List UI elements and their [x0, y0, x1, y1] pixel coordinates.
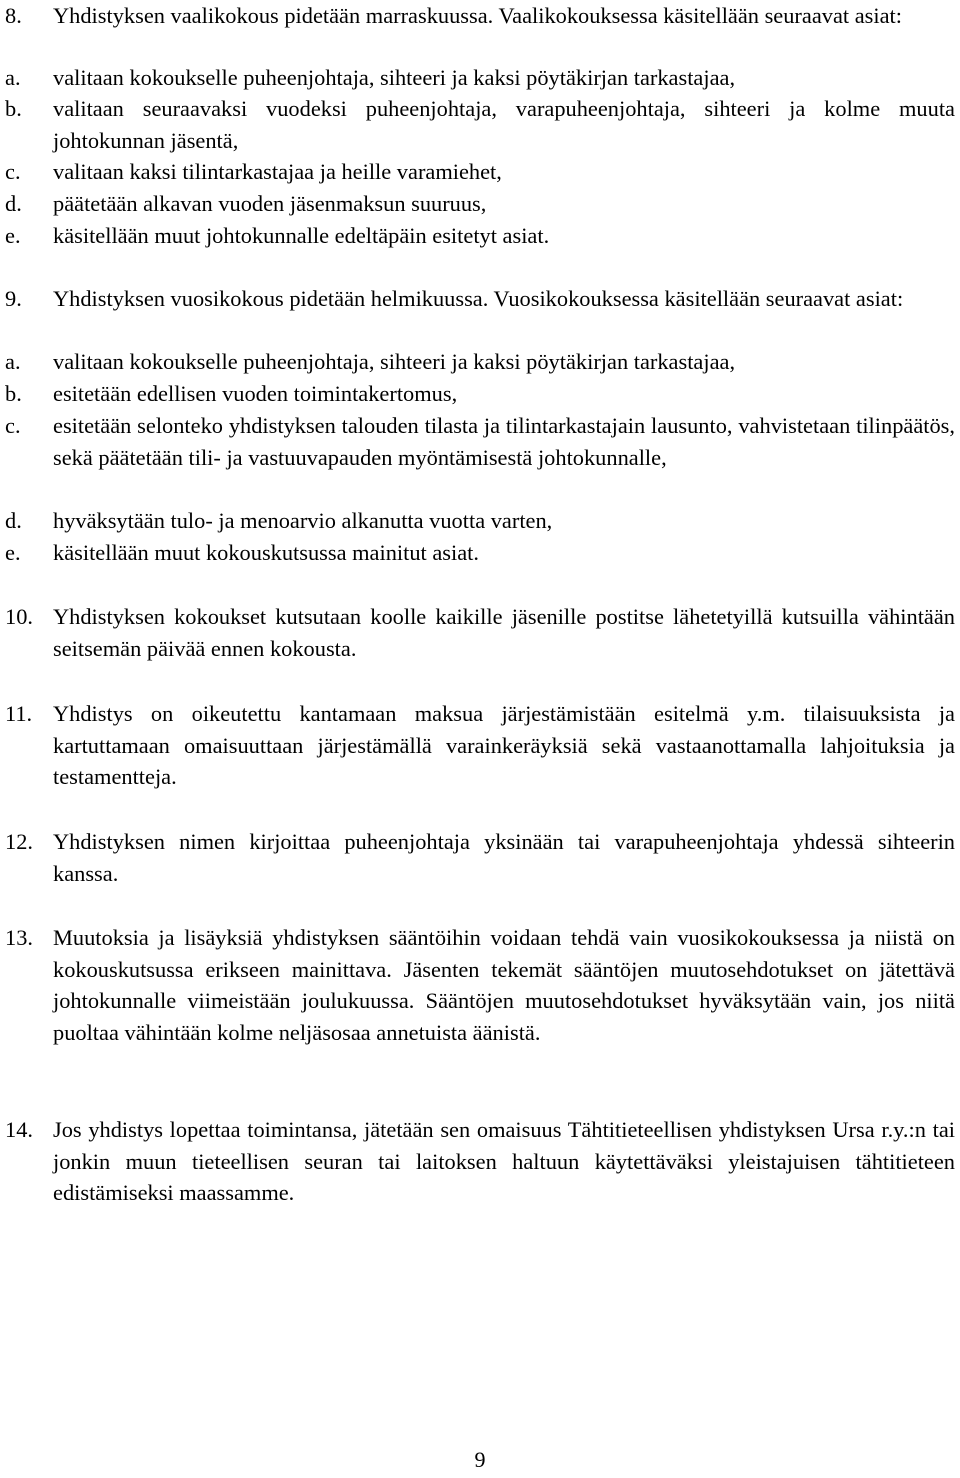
item-label: e. [5, 223, 21, 248]
item-text: valitaan kaksi tilintarkastajaa ja heille varamiehet, [53, 159, 502, 184]
section-number: 14. [5, 1117, 33, 1142]
section-number: 8. [5, 3, 22, 28]
section-text: Muutoksia ja lisäyksiä yhdistyksen sääntöihin voidaan tehdä vain vuosikokouksessa ja niistä on kokouskutsussa erikseen mainittava. Jäsenten tekemät sääntöjen muutosehdotukset on jätettävä johtokunnalle viimeistään joulukuussa. Sääntöjen muutosehdotukset hyväksytään vain, jos niitä puoltaa vähintään kolme neljäsosaa annetuista äänistä. [53, 925, 955, 1045]
item-text: valitaan kokoukselle puheenjohtaja, sihteeri ja kaksi pöytäkirjan tarkastajaa, [53, 65, 736, 90]
section-text: Yhdistyksen nimen kirjoittaa puheenjohtaja yksinään tai varapuheenjohtaja yhdessä sihteerin kanssa. [53, 829, 955, 886]
list-item [5, 220, 955, 252]
list-item [5, 346, 955, 378]
section-10 [5, 601, 955, 664]
section-8-heading [5, 0, 955, 32]
item-label: a. [5, 65, 21, 90]
item-label: b. [5, 381, 22, 406]
item-text: esitetään edellisen vuoden toimintakertomus, [53, 381, 458, 406]
item-label: a. [5, 349, 21, 374]
item-label: d. [5, 191, 22, 216]
section-number: 13. [5, 925, 33, 950]
list-item [5, 378, 955, 410]
section-11 [5, 698, 955, 793]
page-number: 9 [474, 1447, 486, 1472]
list-item [5, 188, 955, 220]
item-text: valitaan kokoukselle puheenjohtaja, sihteeri ja kaksi pöytäkirjan tarkastajaa, [53, 349, 736, 374]
section-12 [5, 826, 955, 889]
item-text: käsitellään muut kokouskutsussa mainitut asiat. [53, 540, 479, 565]
item-text: päätetään alkavan vuoden jäsenmaksun suuruus, [53, 191, 487, 216]
section-number: 11. [5, 701, 33, 726]
item-label: b. [5, 96, 22, 121]
section-text: Yhdistyksen kokoukset kutsutaan koolle kaikille jäsenille postitse lähetetyillä kutsuilla vähintään seitsemän päivää ennen kokousta. [53, 604, 955, 661]
item-label: e. [5, 540, 21, 565]
item-text: käsitellään muut johtokunnalle edeltäpäin esitetyt asiat. [53, 223, 550, 248]
list-item [5, 410, 955, 473]
list-item [5, 156, 955, 188]
section-14 [5, 1114, 955, 1209]
section-9-heading [5, 283, 955, 315]
item-text: valitaan seuraavaksi vuodeksi puheenjohtaja, varapuheenjohtaja, sihteeri ja kolme muuta johtokunnan jäsentä, [53, 96, 955, 153]
list-item [5, 537, 955, 569]
section-number: 9. [5, 286, 22, 311]
list-item [5, 505, 955, 537]
section-text: Yhdistys on oikeutettu kantamaan maksua järjestämistään esitelmä y.m. tilaisuuksista ja kartuttamaan omaisuuttaan järjestämällä varainkeräyksiä sekä vastaanottamalla lahjoituksia ja testamentteja. [53, 701, 955, 789]
section-text: Yhdistyksen vuosikokous pidetään helmikuussa. Vuosikokouksessa käsitellään seuraavat asiat: [53, 286, 904, 311]
item-label: c. [5, 413, 21, 438]
item-text: hyväksytään tulo- ja menoarvio alkanutta vuotta varten, [53, 508, 553, 533]
item-text: esitetään selonteko yhdistyksen talouden tilasta ja tilintarkastajain lausunto, vahvistetaan tilinpäätös, sekä päätetään tili- ja vastuuvapauden myöntämisestä johtokunnalle, [53, 413, 955, 470]
item-label: d. [5, 508, 22, 533]
item-label: c. [5, 159, 21, 184]
section-text: Jos yhdistys lopettaa toimintansa, jätetään sen omaisuus Tähtitieteellisen yhdistyksen Ursa r.y.:n tai jonkin muun tieteellisen seuran tai laitoksen haltuun käytettäväksi yleistajuisen tähtitieteen edistämiseksi maassamme. [53, 1117, 955, 1205]
section-number: 12. [5, 829, 33, 854]
section-13 [5, 922, 955, 1048]
section-text: Yhdistyksen vaalikokous pidetään marraskuussa. Vaalikokouksessa käsitellään seuraavat asiat: [53, 3, 902, 28]
section-number: 10. [5, 604, 33, 629]
list-item [5, 93, 955, 156]
list-item [5, 62, 955, 94]
